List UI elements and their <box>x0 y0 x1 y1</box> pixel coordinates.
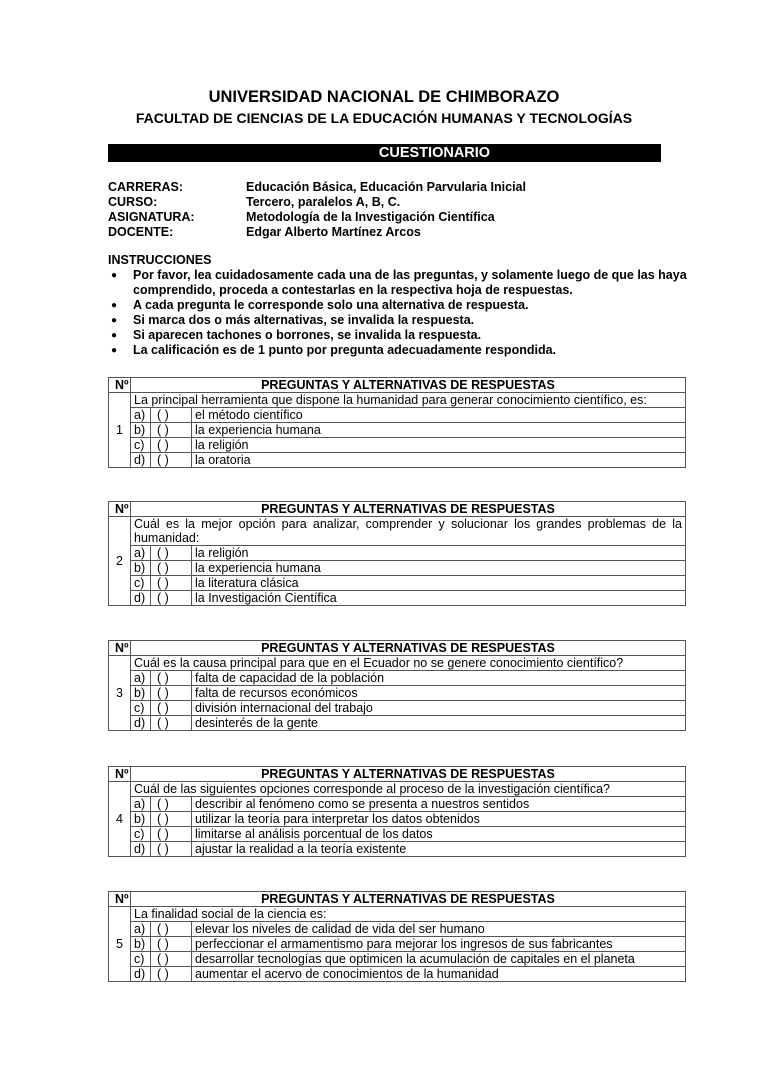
question-number: 2 <box>109 517 131 606</box>
answer-box[interactable]: ( ) <box>151 671 192 686</box>
answer-box[interactable]: ( ) <box>151 827 192 842</box>
question-number: 1 <box>109 393 131 468</box>
number-header: Nº <box>109 641 131 656</box>
option-letter: d) <box>131 842 151 857</box>
option-row <box>109 937 686 952</box>
option-text: la religión <box>192 546 686 561</box>
option-letter: c) <box>131 952 151 967</box>
option-row <box>109 576 686 591</box>
option-text: describir al fenómeno como se presenta a nuestros sentidos <box>192 797 686 812</box>
answer-box[interactable]: ( ) <box>151 423 192 438</box>
option-letter: a) <box>131 408 151 423</box>
meta-label: ASIGNATURA: <box>108 210 195 224</box>
instructions <box>108 253 688 358</box>
meta-label: CARRERAS: <box>108 180 183 194</box>
answer-box[interactable]: ( ) <box>151 937 192 952</box>
option-row <box>109 686 686 701</box>
option-letter: c) <box>131 701 151 716</box>
meta-row-curso <box>108 195 526 210</box>
answer-box[interactable]: ( ) <box>151 686 192 701</box>
answer-box[interactable]: ( ) <box>151 546 192 561</box>
meta-value: Edgar Alberto Martínez Arcos <box>246 225 421 239</box>
question-number: 3 <box>109 656 131 731</box>
question-table-2 <box>108 501 686 606</box>
answer-box[interactable]: ( ) <box>151 812 192 827</box>
option-row <box>109 671 686 686</box>
meta-label: DOCENTE: <box>108 225 174 239</box>
table-header-row <box>109 892 686 907</box>
number-header: Nº <box>109 767 131 782</box>
option-row <box>109 967 686 982</box>
option-letter: c) <box>131 576 151 591</box>
bullet-icon: ● <box>111 330 118 341</box>
option-row <box>109 827 686 842</box>
instructions-title: INSTRUCCIONES <box>108 253 212 267</box>
option-text: la oratoria <box>192 453 686 468</box>
table-header-row <box>109 378 686 393</box>
option-text: perfeccionar el armamentismo para mejorar los ingresos de sus fabricantes <box>192 937 686 952</box>
option-letter: a) <box>131 546 151 561</box>
number-header: Nº <box>109 502 131 517</box>
answer-box[interactable]: ( ) <box>151 408 192 423</box>
option-row <box>109 453 686 468</box>
table-header-title: PREGUNTAS Y ALTERNATIVAS DE RESPUESTAS <box>131 892 686 907</box>
question-stem: Cuál es la causa principal para que en el Ecuador no se genere conocimiento científico? <box>131 656 686 671</box>
option-text: la Investigación Científica <box>192 591 686 606</box>
option-row <box>109 842 686 857</box>
answer-box[interactable]: ( ) <box>151 797 192 812</box>
meta-row-asignatura <box>108 210 526 225</box>
answer-box[interactable]: ( ) <box>151 561 192 576</box>
question-stem: Cuál es la mejor opción para analizar, comprender y solucionar los grandes problemas de la humanidad: <box>131 517 686 546</box>
question-stem-row <box>109 782 686 797</box>
option-text: aumentar el acervo de conocimientos de la humanidad <box>192 967 686 982</box>
question-table-5 <box>108 891 686 982</box>
instruction-item: ● La calificación es de 1 punto por pregunta adecuadamente respondida. <box>111 343 557 357</box>
option-row <box>109 591 686 606</box>
option-text: elevar los niveles de calidad de vida del ser humano <box>192 922 686 937</box>
question-table-4 <box>108 766 686 857</box>
meta-row-carreras <box>108 180 526 195</box>
option-row <box>109 408 686 423</box>
bullet-icon: ● <box>111 315 118 326</box>
option-letter: c) <box>131 438 151 453</box>
university-title: UNIVERSIDAD NACIONAL DE CHIMBORAZO <box>208 88 560 106</box>
option-row <box>109 546 686 561</box>
option-row <box>109 716 686 731</box>
option-letter: d) <box>131 716 151 731</box>
table-header-title: PREGUNTAS Y ALTERNATIVAS DE RESPUESTAS <box>131 502 686 517</box>
option-text: desarrollar tecnologías que optimicen la acumulación de capitales en el planeta <box>192 952 686 967</box>
option-letter: d) <box>131 967 151 982</box>
instruction-item: ● Por favor, lea cuidadosamente cada una de las preguntas, y solamente luego de que las haya comprendido, proceda a contestarlas en la respectiva hoja de respuestas. <box>111 268 687 297</box>
meta-value: Metodología de la Investigación Científica <box>246 210 495 224</box>
question-table-3 <box>108 640 686 731</box>
answer-box[interactable]: ( ) <box>151 922 192 937</box>
bullet-icon: ● <box>111 345 118 356</box>
question-stem: La finalidad social de la ciencia es: <box>131 907 686 922</box>
answer-box[interactable]: ( ) <box>151 952 192 967</box>
instruction-item: ● A cada pregunta le corresponde solo una alternativa de respuesta. <box>111 298 529 312</box>
table-header-title: PREGUNTAS Y ALTERNATIVAS DE RESPUESTAS <box>131 378 686 393</box>
question-stem: Cuál de las siguientes opciones corresponde al proceso de la investigación científica? <box>131 782 686 797</box>
option-row <box>109 438 686 453</box>
question-stem-row <box>109 656 686 671</box>
number-header: Nº <box>109 892 131 907</box>
instruction-item: ● Si marca dos o más alternativas, se invalida la respuesta. <box>111 313 475 327</box>
answer-box[interactable]: ( ) <box>151 438 192 453</box>
option-letter: d) <box>131 591 151 606</box>
faculty-title: FACULTAD DE CIENCIAS DE LA EDUCACIÓN HUMANAS Y TECNOLOGÍAS <box>135 110 633 126</box>
option-text: el método científico <box>192 408 686 423</box>
question-number: 5 <box>109 907 131 982</box>
meta-row-docente <box>108 225 526 240</box>
option-text: división internacional del trabajo <box>192 701 686 716</box>
meta-value: Tercero, paralelos A, B, C. <box>246 195 401 209</box>
answer-box[interactable]: ( ) <box>151 842 192 857</box>
table-header-row <box>109 767 686 782</box>
question-stem-row <box>109 907 686 922</box>
number-header: Nº <box>109 378 131 393</box>
option-text: ajustar la realidad a la teoría existente <box>192 842 686 857</box>
option-letter: b) <box>131 686 151 701</box>
option-text: la experiencia humana <box>192 561 686 576</box>
meta-value: Educación Básica, Educación Parvularia Inicial <box>246 180 526 194</box>
answer-box[interactable]: ( ) <box>151 453 192 468</box>
course-info <box>108 180 526 240</box>
option-row <box>109 922 686 937</box>
option-row <box>109 423 686 438</box>
option-text: falta de recursos económicos <box>192 686 686 701</box>
answer-box[interactable]: ( ) <box>151 701 192 716</box>
bullet-icon: ● <box>111 270 118 281</box>
table-header-title: PREGUNTAS Y ALTERNATIVAS DE RESPUESTAS <box>131 641 686 656</box>
answer-box[interactable]: ( ) <box>151 591 192 606</box>
option-text: la experiencia humana <box>192 423 686 438</box>
question-number: 4 <box>109 782 131 857</box>
answer-box[interactable]: ( ) <box>151 716 192 731</box>
question-table-1 <box>108 377 686 468</box>
option-letter: d) <box>131 453 151 468</box>
option-letter: a) <box>131 671 151 686</box>
option-row <box>109 797 686 812</box>
option-text: limitarse al análisis porcentual de los datos <box>192 827 686 842</box>
table-header-row <box>109 641 686 656</box>
bullet-icon: ● <box>111 300 118 311</box>
option-text: desinterés de la gente <box>192 716 686 731</box>
option-text: falta de capacidad de la población <box>192 671 686 686</box>
option-letter: b) <box>131 561 151 576</box>
option-letter: a) <box>131 922 151 937</box>
option-row <box>109 952 686 967</box>
option-row <box>109 812 686 827</box>
option-letter: c) <box>131 827 151 842</box>
option-letter: b) <box>131 423 151 438</box>
table-header-row <box>109 502 686 517</box>
question-stem: La principal herramienta que dispone la humanidad para generar conocimiento científico, es: <box>131 393 686 408</box>
instruction-item: ● Si aparecen tachones o borrones, se invalida la respuesta. <box>111 328 482 342</box>
option-text: utilizar la teoría para interpretar los datos obtenidos <box>192 812 686 827</box>
questionnaire-banner: CUESTIONARIO <box>108 144 661 162</box>
option-letter: a) <box>131 797 151 812</box>
meta-label: CURSO: <box>108 195 158 209</box>
question-stem-row <box>109 517 686 546</box>
option-letter: b) <box>131 937 151 952</box>
instructions-list <box>108 268 688 358</box>
option-row <box>109 561 686 576</box>
option-text: la religión <box>192 438 686 453</box>
question-stem-row <box>109 393 686 408</box>
answer-box[interactable]: ( ) <box>151 967 192 982</box>
option-text: la literatura clásica <box>192 576 686 591</box>
table-header-title: PREGUNTAS Y ALTERNATIVAS DE RESPUESTAS <box>131 767 686 782</box>
answer-box[interactable]: ( ) <box>151 576 192 591</box>
option-letter: b) <box>131 812 151 827</box>
option-row <box>109 701 686 716</box>
